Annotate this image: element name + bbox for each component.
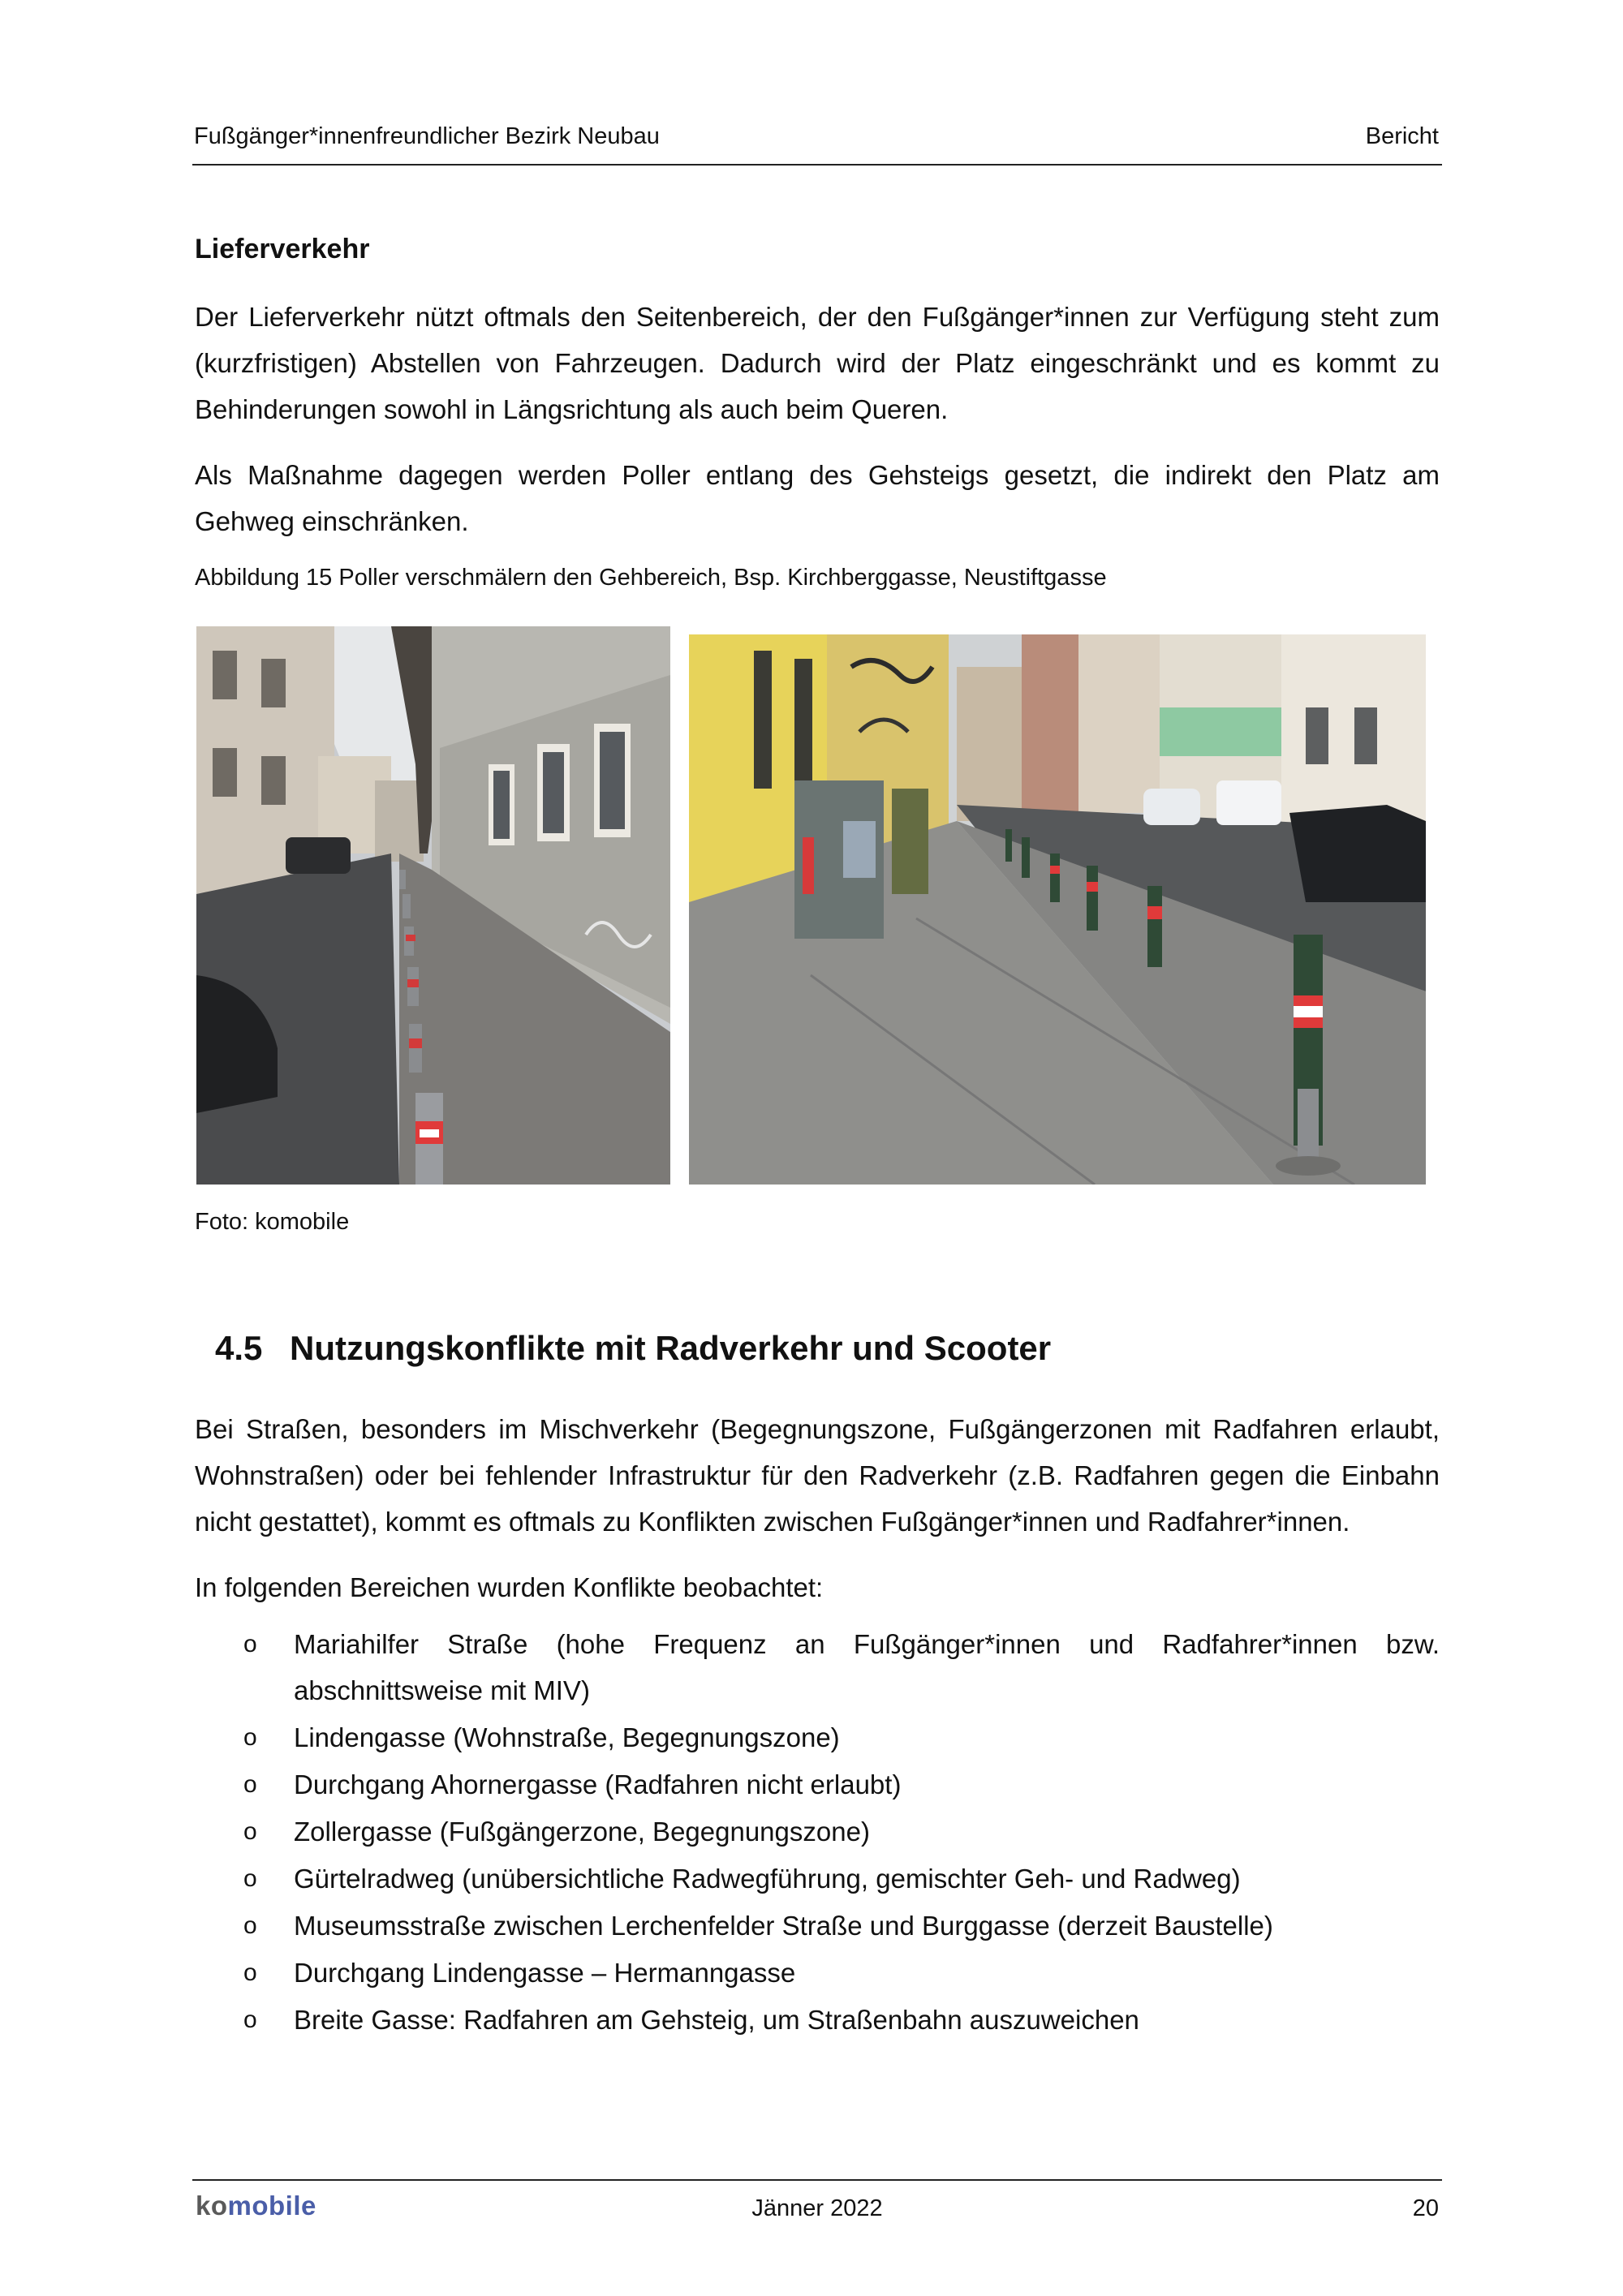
section-number: 4.5 [215, 1329, 263, 1367]
paragraph-lieferverkehr-2: Als Maßnahme dagegen werden Poller entlang des Gehsteigs gesetzt, die indirekt den Platz am Gehweg einschränken. [195, 460, 1440, 536]
photo-kirchberggasse-image [196, 626, 670, 1185]
header-title: Fußgänger*innenfreundlicher Bezirk Neubau [194, 123, 660, 149]
section-title-text: Nutzungskonflikte mit Radverkehr und Scooter [290, 1329, 1052, 1367]
list-item: o Durchgang Ahornergasse (Radfahren nicht erlaubt) [195, 1761, 1440, 1808]
figure-caption: Abbildung 15 Poller verschmälern den Gehbereich, Bsp. Kirchberggasse, Neustiftgasse [195, 565, 1107, 591]
list-item: o Lindengasse (Wohnstraße, Begegnungszone) [195, 1714, 1440, 1761]
photo-neustiftgasse [689, 634, 1426, 1185]
paragraph-nutzungskonflikte-1: Bei Straßen, besonders im Mischverkehr (Begegnungszone, Fußgängerzonen mit Radfahren erlaubt, Wohnstraßen) oder bei fehlender Infrastruktur für den Radverkehr (z.B. Radfahren gegen die Einbahn nicht gestattet), kommt es oftmals zu Konflikten zwischen Fußgänger*innen und Radfahrer*innen. [195, 1414, 1440, 1537]
komobile-logo: komobile [196, 2191, 316, 2221]
figure-credit: Foto: komobile [195, 1209, 350, 1235]
paragraph-nutzungskonflikte-2: In folgenden Bereichen wurden Konflikte beobachtet: [195, 1572, 824, 1602]
list-item: o Zollergasse (Fußgängerzone, Begegnungszone) [195, 1808, 1440, 1855]
page-header [192, 120, 1442, 166]
list-item: o Gürtelradweg (unübersichtliche Radwegführung, gemischter Geh- und Radweg) [195, 1855, 1440, 1902]
bullet-marker: o [243, 1865, 257, 1892]
bullet-marker: o [243, 2006, 257, 2033]
bullet-marker: o [243, 1771, 257, 1798]
list-item: o Durchgang Lindengasse – Hermanngasse [195, 1950, 1440, 1996]
photo-neustiftgasse-image [689, 634, 1426, 1185]
bullet-marker: o [243, 1959, 257, 1986]
list-item: o Breite Gasse: Radfahren am Gehsteig, um Straßenbahn auszuweichen [195, 1997, 1440, 2043]
bullet-marker: o [243, 1818, 257, 1845]
header-doc-type: Bericht [1365, 123, 1439, 149]
page-number: 20 [1412, 2195, 1439, 2221]
bullet-marker: o [243, 1724, 257, 1751]
footer-date: Jänner 2022 [751, 2195, 883, 2221]
photo-kirchberggasse [196, 626, 670, 1185]
page-footer [192, 2179, 1442, 2229]
conflict-areas-list [195, 1621, 1440, 2044]
bullet-marker: o [243, 1631, 257, 1658]
list-item: o Museumsstraße zwischen Lerchenfelder Straße und Burggasse (derzeit Baustelle) [195, 1903, 1440, 1949]
section-heading [215, 1329, 1051, 1368]
bullet-marker: o [243, 1912, 257, 1939]
subsection-title: Lieferverkehr [195, 234, 370, 264]
paragraph-lieferverkehr-1: Der Lieferverkehr nützt oftmals den Seitenbereich, der den Fußgänger*innen zur Verfügung steht zum (kurzfristigen) Abstellen von Fahrzeugen. Dadurch wird der Platz eingeschränkt und es kommt zu Behinderungen sowohl in Längsrichtung als auch beim Queren. [195, 302, 1440, 424]
list-item: o Mariahilfer Straße (hohe Frequenz an Fußgänger*innen und Radfahrer*innen bzw. abschnittsweise mit MIV) [195, 1621, 1440, 1713]
